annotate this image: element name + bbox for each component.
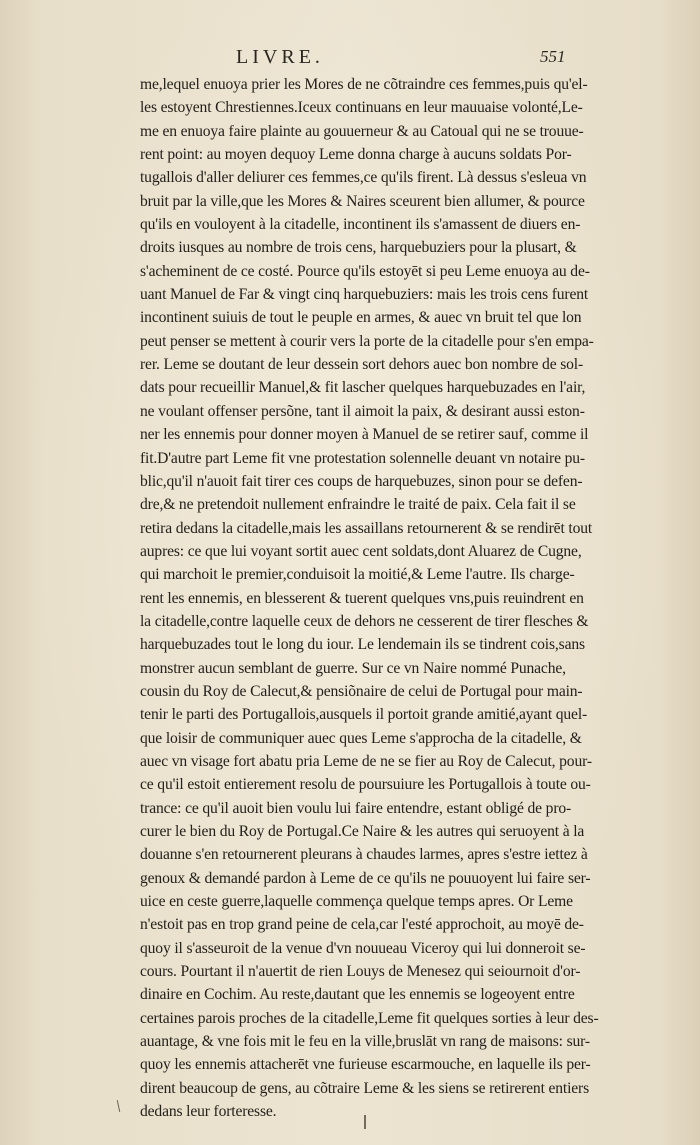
text-line: peut penser se mettent à courir vers la porte de la citadelle pour s'en empa- [140, 332, 594, 350]
text-line: aupres: ce que lui voyant sortit auec cent soldats,dont Aluarez de Cugne, [140, 542, 582, 560]
text-line: curer le bien du Roy de Portugal.Ce Naire & les autres qui seruoyent à la [140, 823, 585, 840]
text-line: la citadelle,contre laquelle ceux de dehors ne cesserent de tirer flesches & [140, 612, 589, 630]
text-line: quoy les ennemis attacherēt vne furieuse escarmouche, en laquelle ils per- [140, 1056, 591, 1074]
text-line: cousin du Roy de Calecut,& pensiõnaire de celui de Portugal pour main- [140, 682, 583, 700]
text-line: rent point: au moyen dequoy Leme donna charge à aucuns soldats Por- [140, 146, 572, 164]
text-line: les estoyent Chrestiennes.Iceux continuans en leur mauuaise volonté,Le- [140, 99, 583, 117]
text-line: bruit par la ville,que les Mores & Naires sceurent bien allumer, & pource [140, 192, 585, 210]
text-line: auec vn visage fort abatu pria Leme de ne se fier au Roy de Calecut, pour- [140, 752, 592, 770]
text-line: uice en ceste guerre,laquelle commença quelque temps apres. Or Leme [140, 893, 573, 911]
text-line: dedans leur forteresse. [140, 1103, 277, 1121]
text-line: retira dedans la citadelle,mais les assaillans retournerent & se rendirēt tout [140, 519, 593, 537]
text-line: me,lequel enuoya prier les Mores de ne cõtraindre ces femmes,puis qu'el- [140, 76, 588, 93]
text-line: dinaire en Cochim. Au reste,dautant que les ennemis se logeoyent entre [140, 986, 575, 1004]
text-line: droits iusques au nombre de trois cens, harquebuziers pour la plusart, & [140, 239, 577, 257]
text-line: dats pour recueillir Manuel,& fit lascher quelques harquebuzades en l'air, [140, 379, 586, 397]
text-line: monstrer aucun semblant de guerre. Sur ce vn Naire nommé Punache, [140, 659, 566, 677]
text-line: blic,qu'il n'auoit fait tirer ces coups de harquebuzes, sinon pour se defen- [140, 472, 583, 490]
text-line: ner les ennemis pour donner moyen à Manuel de se retirer sauf, comme il [140, 426, 589, 444]
text-line: douanne s'en retournerent pleurans à chaudes larmes, apres s'estre iettez à [140, 846, 588, 864]
text-line: n'estoit pas en trop grand peine de cela,car l'esté approchoit, au moyē de- [140, 916, 584, 934]
text-line: certaines parois proches de la citadelle,Leme fit quelques sorties à leur des- [140, 1009, 599, 1027]
text-line: genoux & demandé pardon à Leme de ce qu'ils ne pouuoyent lui faire ser- [140, 869, 591, 887]
text-line: s'acheminent de ce costé. Pource qu'ils estoyēt si peu Leme enuoya au de- [140, 262, 590, 280]
text-line: dirent beaucoup de gens, au cõtraire Leme & les siens se retirerent entiers [140, 1079, 590, 1097]
text-line: tugallois d'aller deliurer ces femmes,ce qu'ils firent. Là dessus s'esleua vn [140, 169, 587, 187]
text-line: qu'ils en vouloyent à la citadelle, incontinent ils s'amassent de diuers en- [140, 216, 581, 234]
text-line: rer. Leme se doutant de leur dessein sort dehors auec bon nombre de sol- [140, 356, 584, 374]
text-line: que loisir de communiquer auec ques Leme s'approcha de la citadelle, & [140, 729, 582, 747]
running-head: LIVRE. [236, 46, 324, 68]
text-line: fit.D'autre part Leme fit vne protestation solennelle deuant vn notaire pu- [140, 449, 585, 467]
text-line: cours. Pourtant il n'auertit de rien Louys de Menesez qui seiournoit d'or- [140, 963, 581, 981]
text-line: me en enuoya faire plainte au gouuerneur & au Catoual qui ne se trouue- [140, 122, 584, 140]
body-text [140, 73, 599, 1123]
text-line: dre,& ne pretendoit nullement enfraindre le traité de paix. Cela fait il se [140, 496, 576, 514]
ink-mark [364, 1115, 366, 1129]
text-line: ne voulant offenser persõne, tant il aimoit la paix, & desirant aussi eston- [140, 402, 585, 420]
page-number: 551 [540, 47, 566, 66]
ink-mark [117, 1100, 120, 1112]
text-line: uant Manuel de Far & vingt cinq harquebuziers: mais les trois cens furent [140, 286, 589, 304]
text-line: trance: ce qu'il auoit bien voulu lui faire entendre, estant obligé de pro- [140, 799, 572, 817]
text-line: auantage, & vne fois mit le feu en la ville,bruslāt vn rang de maisons: sur- [140, 1033, 590, 1051]
text-line: tenir le parti des Portugallois,ausquels il portoit grande amitié,ayant quel- [140, 706, 588, 724]
text-line: harquebuzades tout le long du iour. Le lendemain ils se tindrent cois,sans [140, 636, 585, 654]
text-line: incontinent suiuis de tout le peuple en armes, & auec vn bruit tel que lon [140, 309, 582, 327]
text-line: quoy il s'asseuroit de la venue d'vn nouueau Viceroy qui lui donneroit se- [140, 939, 586, 957]
text-line: rent les ennemis, en blesserent & tuerent quelques vns,puis reuindrent en [140, 589, 584, 607]
text-line: ce qu'il estoit entierement resolu de poursuiure les Portugallois à toute ou- [140, 776, 591, 794]
text-line: qui marchoit le premier,conduisoit la moitié,& Leme l'autre. Ils charge- [140, 566, 575, 584]
